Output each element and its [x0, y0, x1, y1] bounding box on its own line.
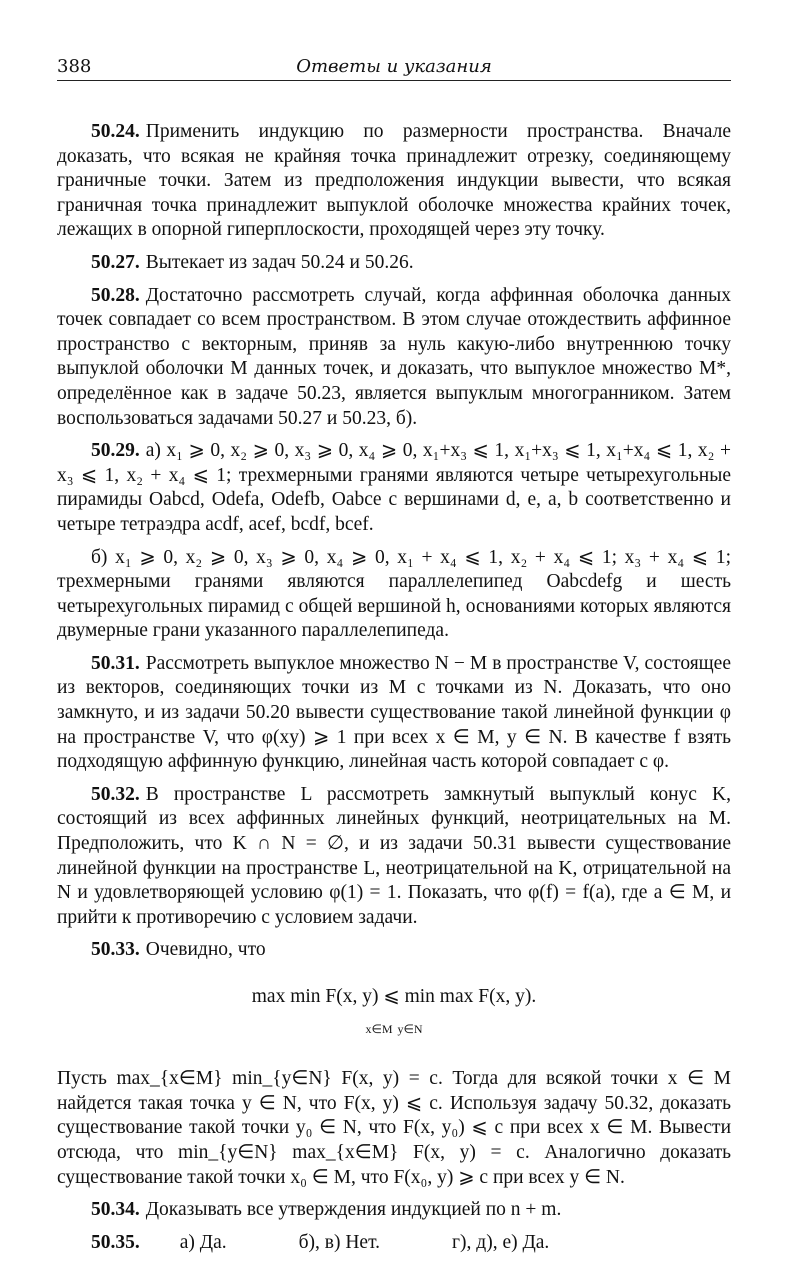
answer-text: а) x₁ ⩾ 0, x₂ ⩾ 0, x₃ ⩾ 0, x₄ ⩾ 0, x₁+x₃ ⩽ 1, x₁+x₃ ⩽ 1, x₁+x₄ ⩽ 1, x₂ + x₃ ⩽ 1, x₂ + x₄ ⩽ 1; трехмерными гранями являются четыре четырехугольные пирамиды Oabcd, Odefa, Odefb, Oabce с вершинами d, e, a, b соответственно и четыре тетраэдра acdf, acef, bcdf, bcef. [57, 440, 731, 535]
display-formula [57, 985, 731, 1041]
answer-50-24 [57, 120, 731, 243]
answer-text: В пространстве L рассмотреть замкнутый выпуклый конус K, состоящий из всех аффинных линейных функций, неотрицательных на M. Предположить, что K ∩ N = ∅, и из задачи 50.31 вывести существование линейной функции на пространстве L, неотрицательной на K, отрицательной на N и удовлетворяющей условию φ(1) = 1. Показать, что φ(f) = f(a), где a ∈ M, и прийти к противоречию с условием задачи. [57, 783, 731, 928]
answer-number: 50.28. [91, 284, 140, 306]
answer-50-31 [57, 652, 731, 775]
answer-50-29b [57, 546, 731, 644]
answer-number: 50.35. [91, 1231, 140, 1253]
answer-number: 50.24. [91, 121, 140, 142]
answer-50-27 [57, 251, 731, 276]
answer-text: б) x₁ ⩾ 0, x₂ ⩾ 0, x₃ ⩾ 0, x₄ ⩾ 0, x₁ + x₄ ⩽ 1, x₂ + x₄ ⩽ 1; x₃ + x₄ ⩽ 1; трехмерными гранями являются параллелепипед Oabcdefg и шесть четырехугольных пирамид с общей вершиной h, основаниями которых являются двумерные грани указанного параллелепипеда. [57, 546, 731, 642]
page-header [57, 56, 731, 81]
formula-subscript: y∈N [397, 1021, 423, 1036]
answer-text: Вытекает из задач 50.24 и 50.26. [145, 251, 414, 273]
answer-number: 50.33. [91, 939, 140, 961]
answer-text: Рассмотреть выпуклое множество N − M в пространстве V, состоящее из векторов, соединяющих точки из M с точками из N. Доказать, что оно замкнуто, и из задачи 50.20 вывести существование такой линейной функции φ на пространстве V, что φ(xy) ⩾ 1 при всех x ∈ M, y ∈ N. В качестве f взять подходящую аффинную функцию, линейная часть которой совпадает с φ. [57, 652, 731, 773]
answer-number: 50.32. [91, 783, 140, 805]
answer-50-33-continued: Пусть max_{x∈M} min_{y∈N} F(x, y) = c. Тогда для всякой точки x ∈ M найдется такая точка y ∈ N, что F(x, y) ⩽ c. Используя задачу 50.32, доказать существование такой точки y₀ ∈ N, что F(x, y₀) ⩽ c при всех x ∈ M. Вывести отсюда, что min_{y∈N} max_{x∈M} F(x, y) = c. Аналогично доказать существование такой точки x₀ ∈ M, что F(x₀, y) ⩾ c при всех y ∈ N. [57, 1068, 731, 1188]
answer-50-28 [57, 284, 731, 432]
answer-text: Достаточно рассмотреть случай, когда аффинная оболочка данных точек совпадает со всем пространством. В этом случае отождествить аффинное пространство с векторным, приняв за нуль какую-либо внутреннюю точку выпуклой оболочки M данных точек, и доказать, что выпуклое множество M*, определённое как в задаче 50.23, является выпуклым многогранником. Затем воспользоваться задачами 50.27 и 50.23, б). [57, 284, 731, 429]
formula-text: max min F(x, y) ⩽ min max F(x, y). [251, 986, 537, 1007]
answer-item: а) Да. [179, 1231, 227, 1253]
answer-number: 50.27. [91, 251, 140, 273]
answer-text: Применить индукцию по размерности пространства. Вначале доказать, что всякая не крайняя точка принадлежит отрезку, соединяющему граничные точки. Затем из предположения индукции вывести, что всякая граничная точка принадлежит выпуклой оболочке множества крайних точек, лежащих в опорной гиперплоскости, проходящей через эту точку. [57, 121, 731, 241]
answer-50-29a [57, 439, 731, 537]
answer-50-33 [57, 938, 731, 963]
page-body [57, 120, 731, 1263]
answer-50-35 [57, 1231, 731, 1256]
answer-50-34 [57, 1198, 731, 1223]
answer-number: 50.29. [91, 440, 140, 462]
answer-number: 50.34. [91, 1199, 140, 1221]
answer-item: г), д), е) Да. [452, 1231, 550, 1253]
answer-item: б), в) Нет. [298, 1231, 381, 1253]
answer-number: 50.31. [91, 652, 140, 674]
page-number: 388 [57, 56, 92, 77]
answer-text: Доказывать все утверждения индукцией по n + m. [145, 1199, 562, 1221]
formula-subscript: x∈M [365, 1021, 393, 1036]
running-title: Ответы и указания [296, 56, 492, 77]
answer-50-32 [57, 783, 731, 931]
answer-text: Очевидно, что [145, 939, 266, 961]
